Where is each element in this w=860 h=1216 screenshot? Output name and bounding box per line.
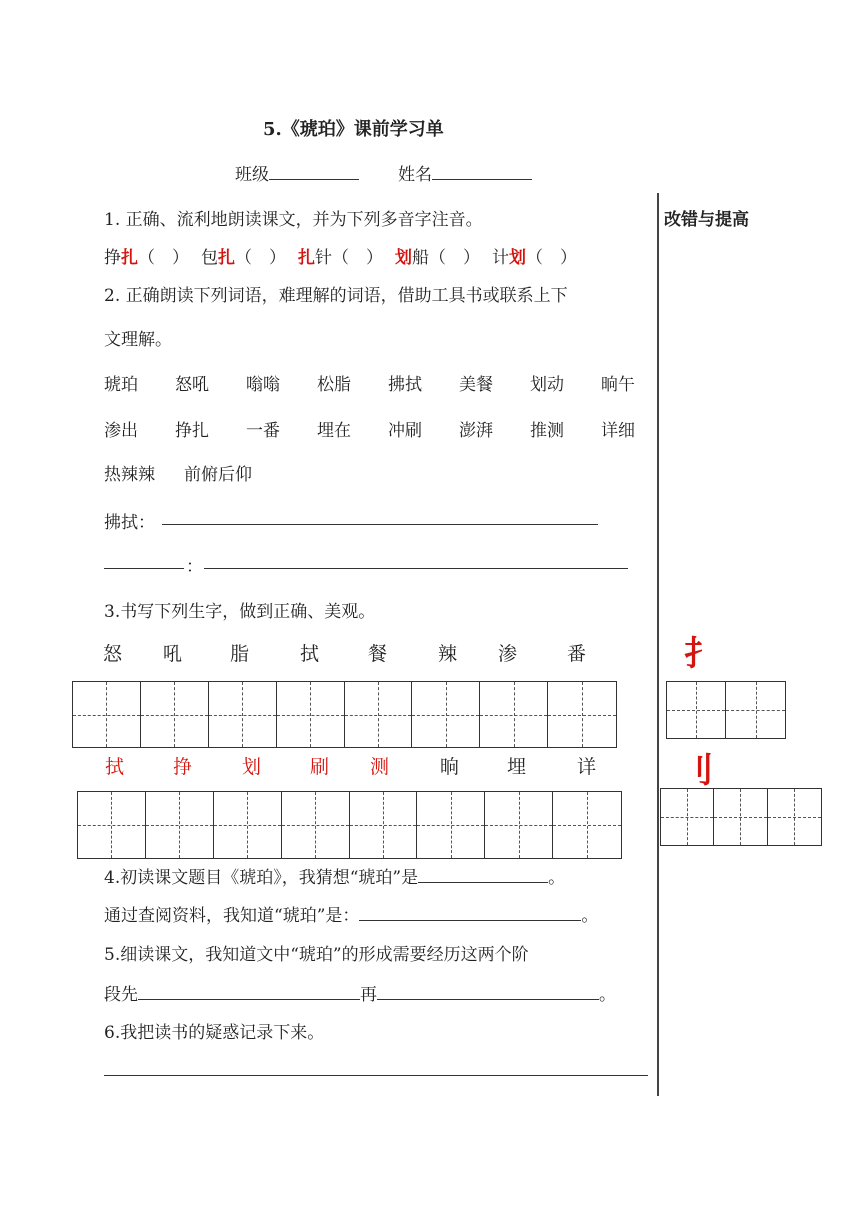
grid-cell[interactable]: [141, 682, 209, 747]
vocab-word: 拂拭: [388, 375, 422, 395]
vocab-word: 晌午: [601, 375, 635, 395]
explain-fushi: [104, 508, 155, 533]
polyphone-item: [492, 248, 577, 268]
q4-line1-end: 。: [548, 868, 566, 888]
grid-cell[interactable]: [417, 792, 485, 858]
practice-char-red: 划: [242, 756, 262, 778]
writing-grid-1[interactable]: [72, 681, 617, 748]
grid-cell[interactable]: [209, 682, 277, 747]
vocab-word: 挣扎: [175, 421, 209, 441]
class-blank[interactable]: [269, 161, 359, 180]
polyphone-item: [298, 248, 383, 268]
practice-char: 餐: [368, 643, 388, 665]
q4-research-blank[interactable]: [359, 902, 581, 921]
vocab-word: 埋在: [317, 421, 351, 441]
class-field[interactable]: [235, 160, 359, 185]
grid-cell[interactable]: [667, 682, 726, 738]
name-field[interactable]: [398, 160, 532, 185]
q2-prompt-line1: 2. 正确朗读下列词语，难理解的词语，借助工具书或联系上下: [104, 286, 568, 306]
practice-char: 番: [567, 643, 587, 665]
polyphone-post: 针: [315, 248, 332, 268]
practice-char-red: 挣: [173, 756, 193, 778]
q4-line2-end: 。: [581, 906, 599, 926]
q5-then-blank[interactable]: [377, 981, 599, 1000]
polyphone-item: [395, 248, 480, 268]
q4-line1-text: 4.初读课文题目《琥珀》，我猜想“琥珀”是: [104, 868, 419, 888]
polyphone-pre: 计: [492, 248, 509, 268]
q6-prompt: 6.我把读书的疑惑记录下来。: [104, 1023, 325, 1043]
q1-items: [104, 243, 577, 268]
page-title: 5.《琥珀》课前学习单: [263, 119, 444, 140]
grid-cell[interactable]: [214, 792, 282, 858]
word-colon: ：: [186, 557, 203, 577]
polyphone-char: 扎: [121, 248, 138, 268]
writing-grid-2[interactable]: [77, 791, 622, 859]
grid-cell[interactable]: [345, 682, 413, 747]
polyphone-item: [201, 248, 286, 268]
q1-prompt: 1. 正确、流利地朗读课文，并为下列多音字注音。: [104, 210, 483, 230]
q5-then-label: 再: [360, 985, 377, 1005]
practice-char: 怒: [103, 643, 123, 665]
polyphone-char: 划: [395, 248, 412, 268]
q5-line1: 5.细读课文，我知道文中“琥珀”的形成需要经历这两个阶: [104, 945, 529, 965]
vocab-word: 详细: [601, 421, 635, 441]
polyphone-post: 船: [412, 248, 429, 268]
practice-char-red: 拭: [105, 756, 125, 778]
class-label: 班级: [235, 165, 269, 185]
polyphone-char: 划: [509, 248, 526, 268]
grid-cell[interactable]: [661, 789, 714, 845]
pinyin-blank[interactable]: （ ）: [138, 248, 189, 268]
pinyin-blank[interactable]: （ ）: [429, 248, 480, 268]
q6-answer-line[interactable]: [104, 1075, 648, 1076]
name-label: 姓名: [398, 165, 432, 185]
polyphone-pre: 挣: [104, 248, 121, 268]
q4-line2: [104, 901, 598, 926]
q2-prompt-line2: 文理解。: [104, 330, 172, 350]
grid-cell[interactable]: [277, 682, 345, 747]
grid-cell[interactable]: [73, 682, 141, 747]
grid-cell[interactable]: [726, 682, 785, 738]
practice-char-red: 刷: [310, 756, 330, 778]
grid-cell[interactable]: [480, 682, 548, 747]
pinyin-blank[interactable]: （ ）: [332, 248, 383, 268]
practice-char: 埋: [507, 756, 527, 778]
explain-label: 拂拭：: [104, 513, 155, 533]
pinyin-blank[interactable]: （ ）: [526, 248, 577, 268]
grid-cell[interactable]: [714, 789, 767, 845]
polyphone-item: [104, 248, 189, 268]
grid-cell[interactable]: [282, 792, 350, 858]
practice-char: 吼: [163, 643, 183, 665]
side-grid-1[interactable]: [666, 681, 786, 739]
vocab-word: 琥珀: [104, 375, 138, 395]
practice-char: 晌: [440, 756, 460, 778]
vocab-word: 澎湃: [459, 421, 493, 441]
vocab-word: 前俯后仰: [184, 465, 252, 485]
grid-cell[interactable]: [78, 792, 146, 858]
vocab-word: 一番: [246, 421, 280, 441]
vocab-word: 怒吼: [175, 375, 209, 395]
grid-cell[interactable]: [553, 792, 621, 858]
practice-char: 渗: [498, 643, 518, 665]
q5-first-blank[interactable]: [138, 981, 360, 1000]
vocab-word: 热辣辣: [104, 465, 155, 485]
practice-char: 脂: [230, 643, 250, 665]
word-blank-line[interactable]: [104, 568, 184, 569]
sidebar-heading: 改错与提高: [664, 210, 749, 230]
grid-cell[interactable]: [146, 792, 214, 858]
q5-line2-end: 。: [599, 985, 616, 1005]
practice-char: 辣: [438, 643, 458, 665]
vocab-word: 嗡嗡: [246, 375, 280, 395]
radical-knife-glyph: 刂: [680, 751, 714, 791]
vocab-word: 推测: [530, 421, 564, 441]
polyphone-char: 扎: [298, 248, 315, 268]
q5-line2: [104, 980, 616, 1005]
q3-prompt: 3.书写下列生字，做到正确、美观。: [104, 602, 376, 622]
q4-line1: [104, 863, 565, 888]
vocab-word: 美餐: [459, 375, 493, 395]
word-explain-line[interactable]: [204, 568, 628, 569]
vocab-word: 划动: [530, 375, 564, 395]
column-divider: [657, 193, 659, 1096]
name-blank[interactable]: [432, 161, 532, 180]
grid-cell[interactable]: [548, 682, 616, 747]
pinyin-blank[interactable]: （ ）: [235, 248, 286, 268]
q4-guess-blank[interactable]: [418, 864, 548, 883]
practice-char-red: 测: [370, 756, 390, 778]
practice-char: 详: [577, 756, 597, 778]
grid-cell[interactable]: [485, 792, 553, 858]
q4-line2-text: 通过查阅资料，我知道“琥珀”是：: [104, 906, 360, 926]
grid-cell[interactable]: [412, 682, 480, 747]
side-grid-2[interactable]: [660, 788, 822, 846]
polyphone-char: 扎: [218, 248, 235, 268]
practice-char: 拭: [300, 643, 320, 665]
vocab-word: 冲刷: [388, 421, 422, 441]
grid-cell[interactable]: [768, 789, 821, 845]
vocab-word: 松脂: [317, 375, 351, 395]
vocab-word: 渗出: [104, 421, 138, 441]
grid-cell[interactable]: [350, 792, 418, 858]
q5-first-label: 段先: [104, 985, 138, 1005]
polyphone-pre: 包: [201, 248, 218, 268]
explain-fushi-line[interactable]: [162, 524, 598, 525]
radical-hand-glyph: 扌: [684, 634, 718, 674]
